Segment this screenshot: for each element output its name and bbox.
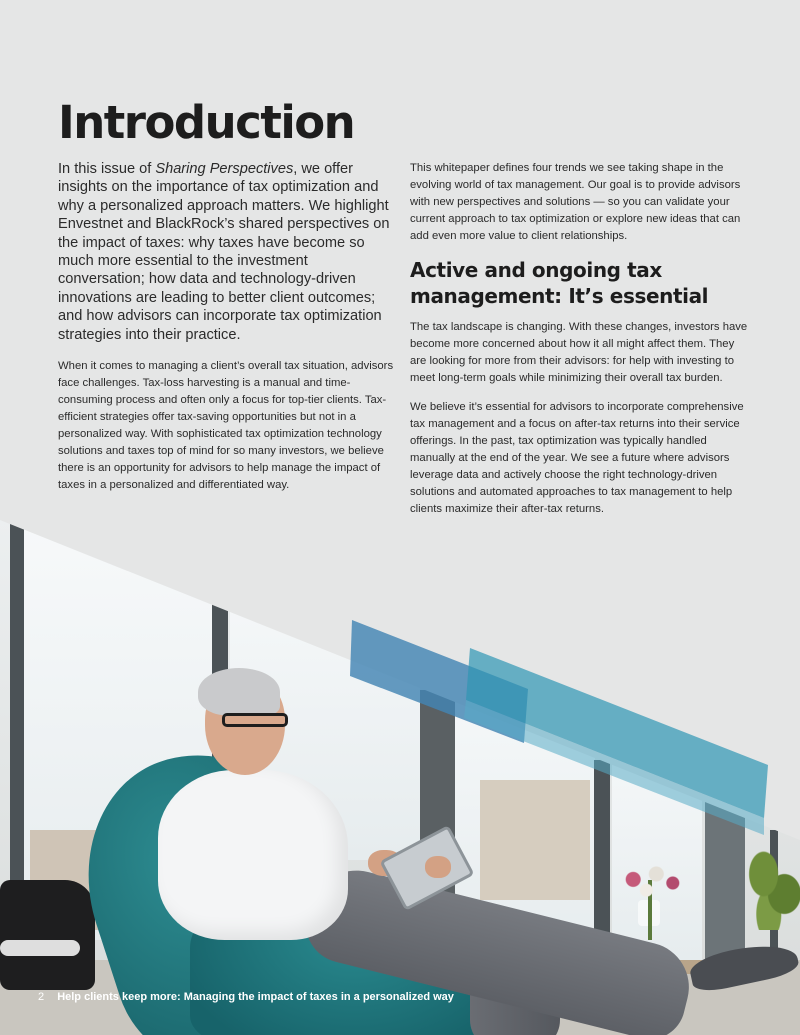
tax-management-paragraph: We believe it’s essential for advisors to incorporate comprehensive tax management and a focus on after-tax returns into their service offerings. In the past, tax optimization was typically handled manually at the end of the year. We see a future where advisors leverage data and actively choose the right technology-driven solutions and automated approaches to tax management to help clients maximize their after-tax returns.	[410, 401, 744, 515]
page-number: 2	[38, 991, 45, 1003]
page-title: Introduction	[58, 96, 355, 149]
section-heading: Active and ongoing tax management: It’s essential	[410, 258, 709, 308]
whitepaper-intro-paragraph: This whitepaper defines four trends we see taking shape in the evolving world of tax management. Our goal is to provide advisors with new perspectives and solutions — so you can validate your current approach to tax optimization or explore new ideas that can add even more value to client relationships.	[410, 162, 741, 242]
sofa	[0, 880, 95, 990]
publication-name: Sharing Perspectives	[155, 161, 294, 177]
intro-lead-paragraph: In this issue of Sharing Perspectives, we offer insights on the importance of tax optimization and why a personalized approach matters. We highlight Envestnet and BlackRock’s shared perspectives on the impact of taxes: why taxes have become so much more essential to the investment conversation; how data and technology-driven innovations are leading to better client outcomes; and how advisors can incorporate tax optimization strategies into their practice.	[58, 161, 390, 343]
glasses	[222, 713, 288, 727]
page-footer	[38, 991, 454, 1003]
white-shirt	[158, 770, 348, 940]
challenges-paragraph: When it comes to managing a client’s overall tax situation, advisors face challenges. Tax-loss harvesting is a manual and time-consuming process and often only a focus for top-tier clients. Tax-efficient strategies offer tax-saving opportunities but not in a personalized way. With sophisticated tax optimization technology solutions and taxes top of mind for so many investors, we believe there is an opportunity for advisors to help manage the impact of taxes in a personalized and differentiated way.	[58, 360, 394, 492]
tax-landscape-paragraph: The tax landscape is changing. With these changes, investors have become more concerned about how it all might affect them. They are looking for more from their advisors: for help with investing to meet long-term goals while minimizing their overall tax burden.	[410, 321, 748, 384]
right-column	[410, 160, 750, 530]
potted-plant	[748, 850, 800, 930]
left-column	[58, 160, 398, 506]
footer-title: Help clients keep more: Managing the impact of taxes in a personalized way	[57, 991, 454, 1003]
flower-vase	[620, 865, 686, 901]
